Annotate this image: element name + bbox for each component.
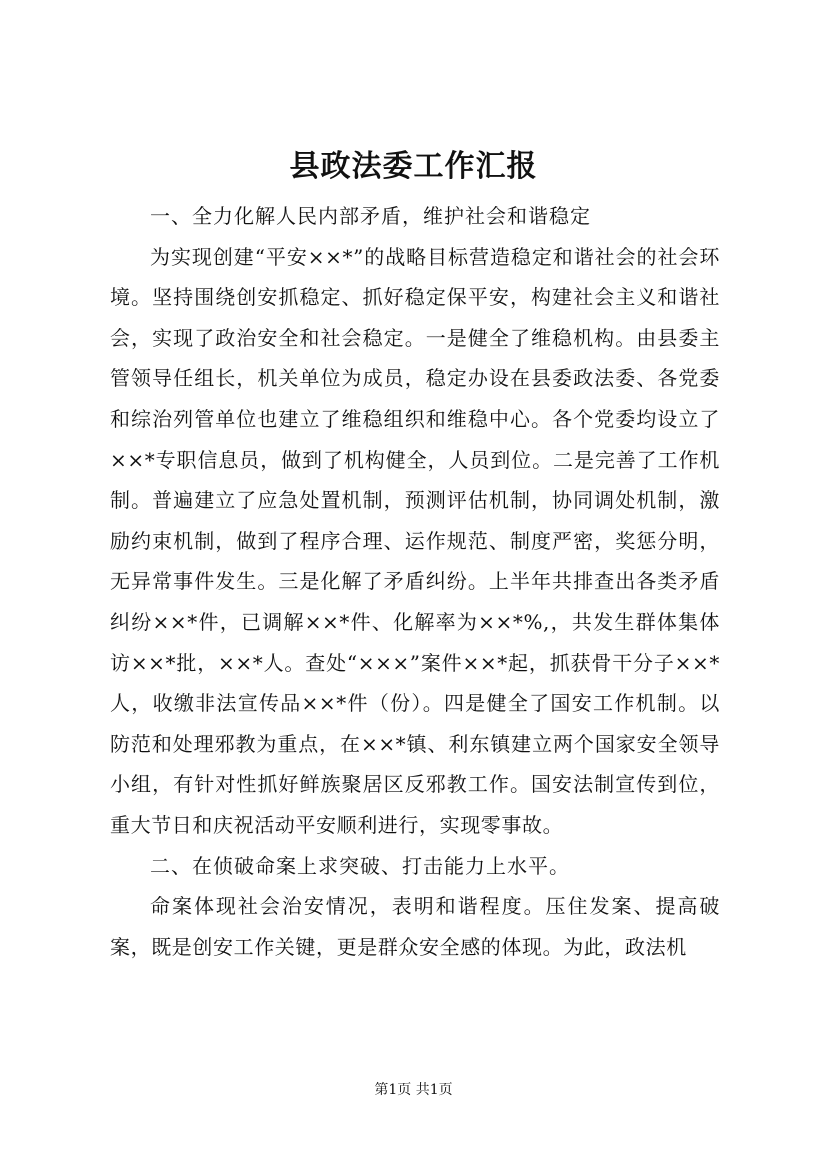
document-title: 县政法委工作汇报	[289, 149, 538, 184]
document-body	[110, 196, 720, 967]
paragraph-2: 命案体现社会治安情况，表明和谐程度。压住发案、提高破案，既是创安工作关键，更是群众安全感的体现。为此，政法机	[110, 894, 720, 959]
section-heading-2: 二、在侦破命案上求突破、打击能力上水平。	[150, 853, 570, 878]
page-footer: 第1页 共1页	[374, 1082, 453, 1098]
paragraph-1: 为实现创建“平安××*”的战略目标营造稳定和谐社会的社会环境。坚持围绕创安抓稳定、抓好稳定保平安，构建社会主义和谐社会，实现了政治安全和社会稳定。一是健全了维稳机构。由县委主管领导任组长，机关单位为成员，稳定办设在县委政法委、各党委和综治列管单位也建立了维稳组织和维稳中心。各个党委均设立了××*专职信息员，做到了机构健全，人员到位。二是完善了工作机制。普遍建立了应急处置机制，预测评估机制，协同调处机制，激励约束机制，做到了程序合理、运作规范、制度严密，奖惩分明，无异常事件发生。三是化解了矛盾纠纷。上半年共排查出各类矛盾纠纷××*件，已调解××*件、化解率为××*%,，共发生群体集体访××*批，××*人。查处“×××”案件××*起，抓获骨干分子××*人，收缴非法宣传品××*件（份）。四是健全了国安工作机制。以防范和处理邪教为重点，在××*镇、利东镇建立两个国家安全领导小组，有针对性抓好鲜族聚居区反邪教工作。国安法制宣传到位，重大节日和庆祝活动平安顺利进行，实现零事故。	[110, 244, 720, 837]
section-heading-1: 一、全力化解人民内部矛盾，维护社会和谐稳定	[150, 204, 591, 228]
